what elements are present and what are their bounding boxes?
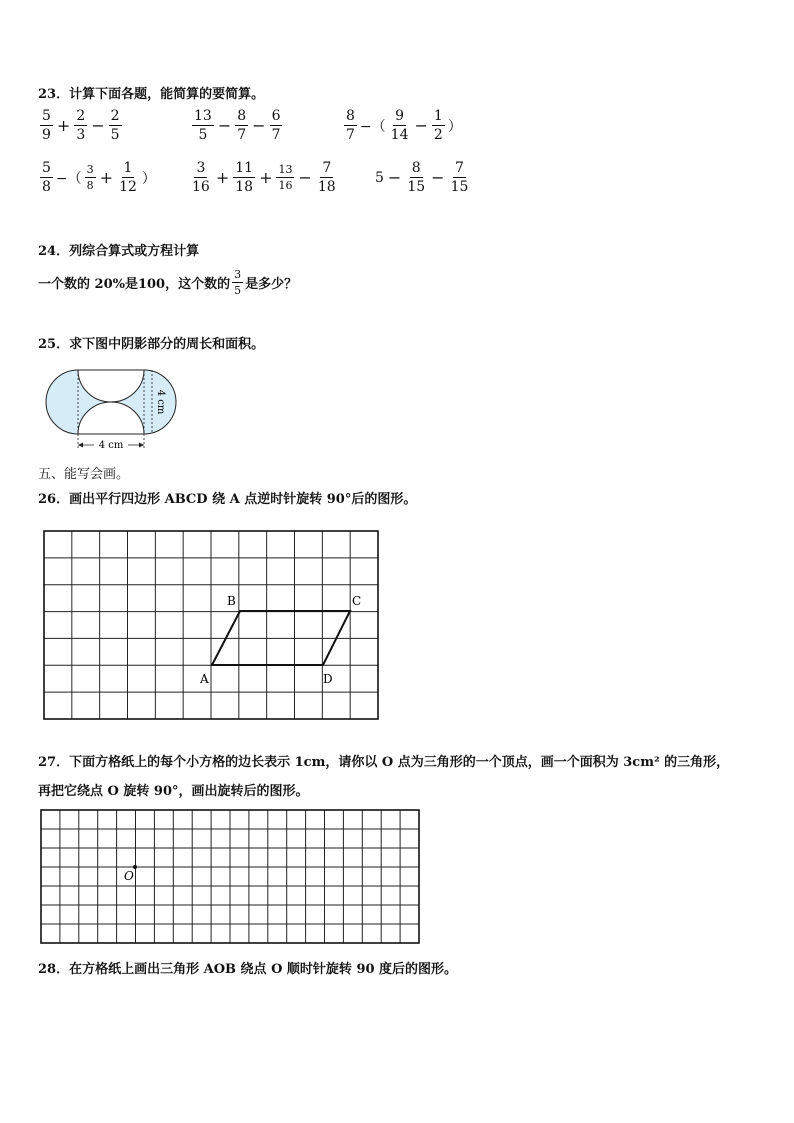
q25-title: 25．求下图中阴影部分的周长和面积。 [38, 337, 265, 352]
whole-number: 5 [375, 169, 384, 186]
fraction: $\frac{7}{15}$ [450, 160, 469, 195]
q23-expr-3 [342, 109, 463, 142]
operator: + [215, 168, 230, 187]
point-c-label: C [352, 594, 362, 608]
q23-expr-6 [373, 161, 472, 194]
fraction: $\frac{5}{9}$ [42, 108, 51, 143]
fraction: $\frac{8}{15}$ [407, 160, 426, 195]
operator: − [387, 168, 402, 187]
shaded-figure [38, 364, 198, 456]
fraction: $\frac{8}{7}$ [346, 108, 355, 143]
fraction: $\frac{3}{16}$ [192, 160, 210, 195]
fraction: $\frac{1}{2}$ [433, 108, 443, 143]
paren-close: ） [447, 118, 462, 135]
q23-expr-2 [190, 109, 284, 142]
q23-expr-5 [188, 161, 340, 194]
fraction: $\frac{13}{16}$ [278, 163, 293, 192]
fraction: $\frac{3}{8}$ [86, 163, 94, 192]
q23-title: 23．计算下面各题，能简算的要简算。 [38, 87, 265, 102]
height-label: 4 cm [155, 389, 166, 415]
operator: − [431, 168, 445, 187]
q27-line1: 27．下面方格纸上的每个小方格的边长表示 1cm，请你以 O 点为三角形的一个顶点，画一个面积为 3cm² 的三角形， [38, 755, 730, 770]
q24-text-after: 是多少？ [245, 277, 298, 292]
operator: + [259, 168, 273, 187]
q26-grid [40, 527, 385, 723]
fraction: $\frac{13}{5}$ [194, 108, 212, 143]
fraction: $\frac{11}{18}$ [235, 160, 254, 195]
operator: − [414, 116, 428, 135]
q24-title: 24．列综合算式或方程计算 [38, 244, 200, 259]
operator: − [91, 116, 105, 135]
point-b-label: B [227, 594, 236, 608]
q28-title: 28．在方格纸上画出三角形 AOB 绕点 O 顺时针旋转 90 度后的图形。 [38, 962, 458, 977]
q23-expr-1 [38, 109, 124, 142]
fraction: $\frac{8}{7}$ [237, 108, 247, 143]
grid-lines [44, 531, 378, 719]
point-a-label: A [200, 672, 209, 686]
fraction: $\frac{3}{5}$ [234, 268, 242, 297]
operator: + [99, 168, 114, 187]
q24-question [38, 269, 297, 296]
paren-close: ） [141, 170, 156, 187]
section5-title: 五、能写会画。 [38, 467, 130, 482]
operator: − [298, 168, 312, 187]
fraction: $\frac{1}{12}$ [119, 160, 137, 195]
grid-lines [41, 810, 419, 943]
operator: − [217, 116, 232, 135]
fraction: $\frac{9}{14}$ [390, 108, 409, 143]
point-o-label: O [124, 869, 134, 883]
q27-grid [38, 807, 423, 947]
operator: + [56, 116, 71, 135]
q27-line2: 再把它绕点 O 旋转 90°，画出旋转后的图形。 [38, 784, 309, 799]
fraction: $\frac{7}{18}$ [317, 160, 336, 195]
width-label: 4 cm [98, 440, 124, 451]
operator: − [252, 116, 266, 135]
fraction: $\frac{2}{5}$ [110, 108, 120, 143]
fraction: $\frac{6}{7}$ [271, 108, 281, 143]
q24-text-before: 一个数的 20%是100，这个数的 [38, 277, 231, 292]
operator: −（ [55, 170, 82, 187]
fraction: $\frac{5}{8}$ [42, 160, 51, 195]
operator: −（ [359, 118, 386, 135]
point-d-label: D [323, 672, 333, 686]
q23-expr-4 [38, 161, 157, 194]
q26-title: 26．画出平行四边形 ABCD 绕 A 点逆时针旋转 90°后的图形。 [38, 492, 417, 507]
fraction: $\frac{2}{3}$ [76, 108, 86, 143]
